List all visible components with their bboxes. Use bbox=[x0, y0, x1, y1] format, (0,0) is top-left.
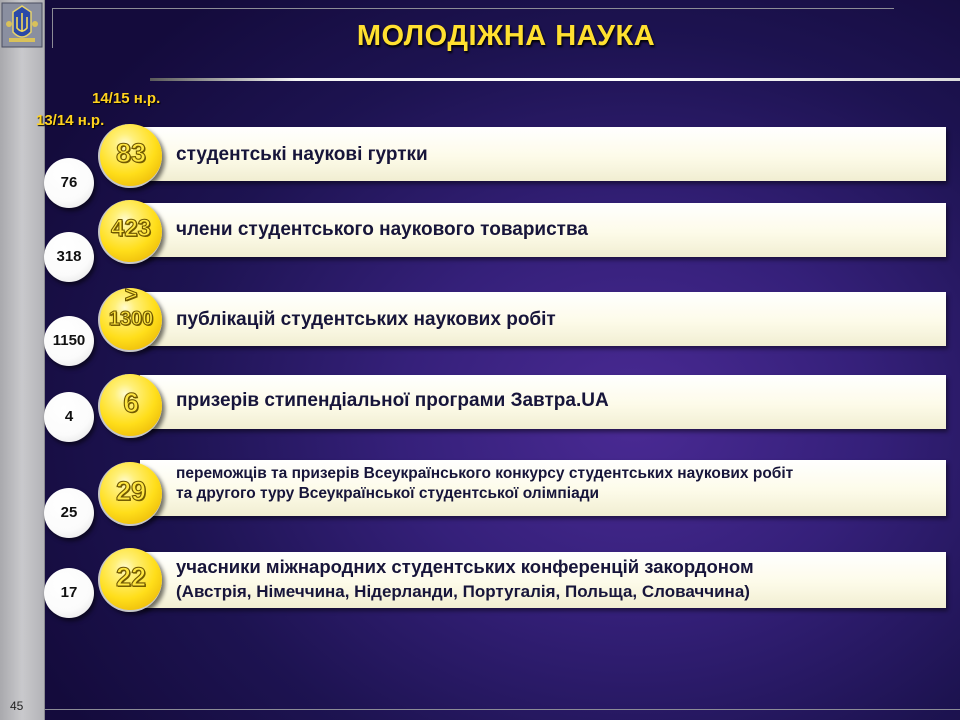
stat-label-line-2: (Австрія, Німеччина, Нідерланди, Португалія, Польща, Словаччина) bbox=[176, 582, 750, 601]
frame-line-top bbox=[52, 8, 894, 9]
stat-label-line-2: та другого туру Всеукраїнської студентської олімпіади bbox=[176, 485, 600, 502]
current-value-circle bbox=[98, 548, 162, 612]
current-value-circle bbox=[98, 374, 162, 438]
stat-bar bbox=[140, 375, 946, 429]
stat-label: члени студентського наукового товариства bbox=[176, 219, 588, 240]
stat-label-line-1: переможців та призерів Всеукраїнського конкурсу студентських наукових робіт bbox=[176, 465, 794, 482]
page-number: 45 bbox=[10, 699, 24, 713]
current-value: 423 bbox=[110, 215, 152, 242]
stat-bar bbox=[140, 203, 946, 257]
left-sidebar bbox=[0, 0, 45, 720]
previous-value-circle: 17 bbox=[44, 568, 94, 618]
current-value: 1300 bbox=[108, 308, 154, 330]
frame-line-bottom bbox=[44, 709, 960, 710]
frame-line-left bbox=[52, 8, 53, 48]
year-label-current: 14/15 н.р. bbox=[92, 90, 161, 107]
stat-bar bbox=[140, 127, 946, 181]
stat-label: призерів стипендіальної програми Завтра.UA bbox=[176, 390, 609, 411]
previous-value-circle: 318 bbox=[44, 232, 94, 282]
current-value-circle bbox=[98, 200, 162, 264]
stat-bar bbox=[140, 292, 946, 346]
previous-value-circle: 25 bbox=[44, 488, 94, 538]
stat-label: студентські наукові гуртки bbox=[176, 144, 428, 165]
slide-title: МОЛОДІЖНА НАУКА bbox=[356, 20, 656, 52]
title-underline bbox=[150, 78, 960, 81]
current-value: 6 bbox=[123, 387, 139, 418]
previous-value-circle: 76 bbox=[44, 158, 94, 208]
current-value: 29 bbox=[115, 476, 147, 506]
stat-bar bbox=[140, 552, 946, 608]
stat-label-line-1: учасники міжнародних студентських конференцій закордоном bbox=[176, 556, 754, 577]
current-value: 22 bbox=[115, 562, 147, 592]
current-value-circle bbox=[98, 462, 162, 526]
previous-value-circle: 4 bbox=[44, 392, 94, 442]
stat-label: публікацій студентських наукових робіт bbox=[176, 309, 556, 330]
previous-value-circle: 1150 bbox=[44, 316, 94, 366]
university-emblem-icon bbox=[1, 2, 43, 48]
current-value-circle bbox=[98, 124, 162, 188]
year-label-previous: 13/14 н.р. bbox=[36, 112, 105, 129]
current-value-circle bbox=[98, 282, 162, 352]
current-value: 83 bbox=[115, 138, 147, 168]
stat-bar bbox=[140, 460, 946, 516]
current-value-prefix: > bbox=[124, 282, 138, 307]
